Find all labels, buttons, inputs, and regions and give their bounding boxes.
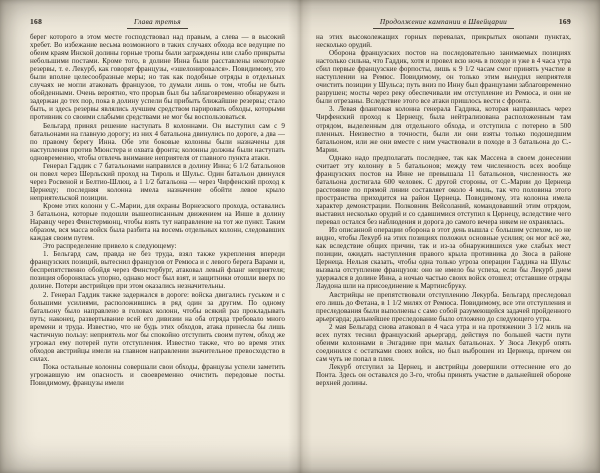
paragraph: 2. Генерал Гаддик также задержался в дороге: войска двигались гуськом и с большими усилиями, расположившись в ряд один за другим. По одному батальону было направлено в головах колонн, чтобы всякий раз прокладывать путь; наконец, развертывание всей его дивизии на оба отряда требовало много времени и труда. Известно, что не будь этих обходов, атака принесла бы лишь частичную пользу: неприятель мог бы спокойно отступить своим путем, обход же угрожал ему потерей пути отступления. Известно также, что во время этих обходов австрийцы имели на главном направлении значительное превосходство в силах. <box>30 290 285 363</box>
paragraph: Оборона французских постов на последовательно занимаемых позициях настолько сильна, что Гаддик, хотя и провел всю ночь в походе и уже в 4 часа утра сбил первые французские форпосты, лишь к 9 1/2 часам смог принять участие в наступлении на Ремюс. Повидимому, он только этим вынудил неприятеля очистить позиции у Шульса; путь вниз по Инну был французами заблаговременно разрушен; мосты через реку обеспечивали им отступление из Ремюса, и они не были отрезаны. Вследствие этого все атаки пришлось вести с фронта. <box>316 49 571 106</box>
right-running-title: Продолжение кампании в Швейцарии <box>373 17 514 29</box>
left-body-text <box>30 33 285 465</box>
left-page-header <box>30 17 285 30</box>
paragraph: Из описанной операции оборона в этот день вышла с большим успехом, но не видно, чтобы Лекурб на этих позициях положил основные усилия; он мог всё же, как вследствие общих причин, так и из-за обнаружившихся уже слабых мест позиции, ожидать наступления правого крыла противника до Зюса в районе Цернеца. Нельзя сказать, чтобы одна только угроза операции Гаддика на Шульс вызвала отступление французов: оно не имело бы успеха, если бы Лекурб днем удержался в долине Инна, а ночью частью своих войск отошел; отставшие отряды Лаудона шли на присоединение к Мартинсбруку. <box>316 226 571 291</box>
paragraph: 1. Бельгард сам, правда не без труда, взял также укрепления впереди французских позиций, вытеснил французов от Ремюса и с левого берега Варами и, беспрепятственно обойдя через Финстербург, атаковал левый фланг неприятеля; позиция оборонялась упорно, однако мост был взят, и защитники отошли вверх по долине. Потери австрийцев при этом оказались незначительны. <box>30 250 285 291</box>
paragraph: Лекурб отступил за Цернец, и австрийцы довершили оттеснение его до Понта. Здесь он оставался до 3-го, чтобы принять участие в дальнейшей обороне верхней долины. <box>316 362 571 388</box>
left-page-content <box>30 17 285 465</box>
paragraph: Австрийцы не препятствовали отступлению Лекурба. Бельгард преследовал его лишь до Фетана, в 1 1/2 милях от Ремюса. Повидимому, все эти отступления и преследования были выполнены с само собой разумеющейся задачей пройденного арьергарда; дальнейшее преследование было отложено до следующего утра. <box>316 290 571 323</box>
paragraph: 2 мая Бельгард снова атаковал в 4 часа утра и на протяжении 3 1/2 миль на всех путях теснил французский арьергард, действуя по большей части пути обеими колоннами в Энгадине при малых батальонах. У Зюса Лекурб опять соединился с остатками своих войск, но был выброшен из Цернеца, причем он сам чуть не попал в плен. <box>316 322 571 363</box>
paragraph: Пока остальные колонны совершали свои обходы, французы успели заметить угрожавшую им опасность и своевременно очистить передовые посты. Повидимому, французы имели <box>30 362 285 388</box>
right-page-header <box>316 17 571 30</box>
right-page <box>300 0 600 473</box>
paragraph: Бельгард принял решение наступать 8 колоннами. Он выступил сам с 9 батальонами на главную дорогу; из них 4 батальона двинулись по дороге, а два — по правому берегу Инна. Обе эти боковые колонны были назначены для наступления против Мюнстера и охвата фронта; колонны должны были наступать одновременно, чтобы отвлечь внимание неприятеля от главного пункта атаки. <box>30 121 285 162</box>
paragraph: Генерал Гаддик с 7 батальонами направился в долину Инна; 6 1/2 батальонов он повел через Шерльский проход на Тироль и Шульс. Один батальон двинулся через Росвеной и Белтио-Шлюц, а 1 1/2 батальона — через Чирфенский проход к Цернецу; последняя колонна имела назначение обойти левое крыло неприятельской позиции. <box>30 161 285 202</box>
paragraph: Однако надо предполагать последнее, так как Массена в своем донесении считает эту колонну в 5 батальонов; между тем численность всех вообще французских постов на Инне не превышала 11 батальонов, численность же батальона достигала 600 человек. С другой стороны, от С.-Марии до Цернеца расстояние по прямой линии составляет около 4 миль, так что половина этого пространства приходится на район Цернеца. Повидимому, эта колонна имела характер демонстрации. Полковник Вейсоланий, командовавший этим отрядом, выставил несколько орудий и со сдавшимися отступил к Цернецу, вследствие чего перевал остался без наблюдения и дорога до самого вечера никем не охранялась. <box>316 153 571 227</box>
paragraph: берег которого в этом месте господствовал над правым, а слева — в высокий хребет. Во избежание весьма возможного в таких случаях обхода все ведущие по обеим краям Инской долины горные тропы были заграждены или слабо прикрыты небольшими постами. Кроме того, в долине Инна были расставлены некоторые резервы, т. е. Лекурб, как говорят французы, «эшелонировался». Повидимому, это были вполне целесообразные меры; но так как подобные отряды в отдельных случаях не могли атаковать французов, то думали лишь о том, чтобы не быть обойденными. Очень вероятно, что прорыв был бы заблаговременно обнаружен и задержан до тех пор, пока в долину успели бы прибыть ближайшие резервы; стало быть, и здесь резервы являлись лучшим средством парировать обходы, которыми противник со своими слабыми средствами не мог бы воспользоваться. <box>30 33 285 122</box>
left-running-title: Глава третья <box>127 17 188 29</box>
left-page-number: 168 <box>30 17 43 26</box>
right-page-content <box>316 17 571 465</box>
paragraph: Кроме этих колонн у С.-Марии, для охраны Ворнезского прохода, оставались 3 батальона, которые подошли вышеописанным движением на Инше в долину Наравцу через Финстермюнц, чтобы взять тут направление на тот же пункт. Таким образом, вся масса войск была разбита на восемь отдельных колонн, следовавших каждая своим путем. <box>30 201 285 243</box>
right-page-number: 169 <box>558 17 571 26</box>
paragraph: Это распределение привело к следующему: <box>43 242 177 251</box>
paragraph: на этих высоколежащих горных перевалах, прикрытых окопами пунктах, несколько орудий. <box>316 33 571 50</box>
right-body-text <box>316 33 571 465</box>
paragraph: 3. Левая фланговая колонна генерала Гаддика, которая направилась через Чирфенский проход к Цернецу, была нейтрализована расположенным там отрядом, выделенным для отдельного обхода, и отступила с потерею в 500 пленных. Неизвестно в точности, были ли они взяты только подошедшим батальоном, или же они вместе с ним участвовали в походе в 3 батальона до С.-Марии. <box>316 105 571 154</box>
